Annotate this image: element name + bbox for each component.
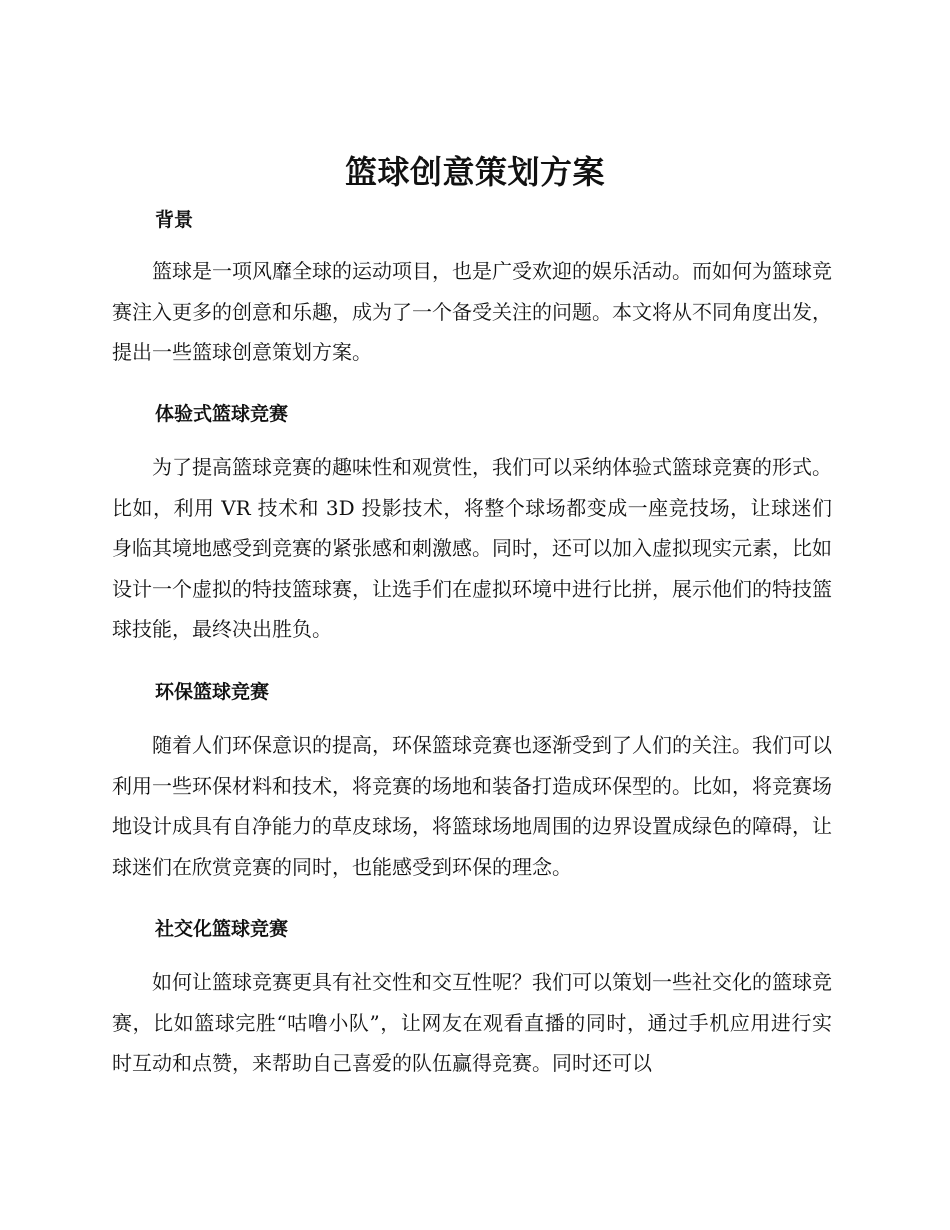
section-paragraph-social: 如何让篮球竞赛更具有社交性和交互性呢？我们可以策划一些社交化的篮球竞赛，比如篮球完胜“咕噜小队”，让网友在观看直播的同时，通过手机应用进行实时互动和点赞，来帮助自己喜爱的队伍赢得竞赛。同时还可以 bbox=[112, 970, 832, 1075]
section-paragraph-background: 篮球是一项风靡全球的运动项目，也是广受欢迎的娱乐活动。而如何为篮球竞赛注入更多的创意和乐趣，成为了一个备受关注的问题。本文将从不同角度出发，提出一些篮球创意策划方案。 bbox=[112, 259, 832, 364]
section-heading-background: 背景 bbox=[155, 209, 194, 231]
section-heading-experiential: 体验式篮球竞赛 bbox=[155, 403, 289, 425]
section-paragraph-eco: 随着人们环保意识的提高，环保篮球竞赛也逐渐受到了人们的关注。我们可以利用一些环保材料和技术，将竞赛的场地和装备打造成环保型的。比如，将竞赛场地设计成具有自净能力的草皮球场，将篮球场地周围的边界设置成绿色的障碍，让球迷们在欣赏竞赛的同时，也能感受到环保的理念。 bbox=[112, 733, 832, 879]
section-heading-social: 社交化篮球竞赛 bbox=[155, 918, 289, 940]
section-heading-eco: 环保篮球竞赛 bbox=[155, 681, 270, 703]
section-paragraph-experiential: 为了提高篮球竞赛的趣味性和观赏性，我们可以采纳体验式篮球竞赛的形式。比如，利用 VR 技术和 3D 投影技术，将整个球场都变成一座竞技场，让球迷们身临其境地感受到竞赛的紧张感和刺激感。同时，还可以加入虚拟现实元素，比如设计一个虚拟的特技篮球赛，让选手们在虚拟环境中进行比拼，展示他们的特技篮球技能，最终决出胜负。 bbox=[112, 455, 832, 641]
document-title: 篮球创意策划方案 bbox=[344, 153, 605, 191]
